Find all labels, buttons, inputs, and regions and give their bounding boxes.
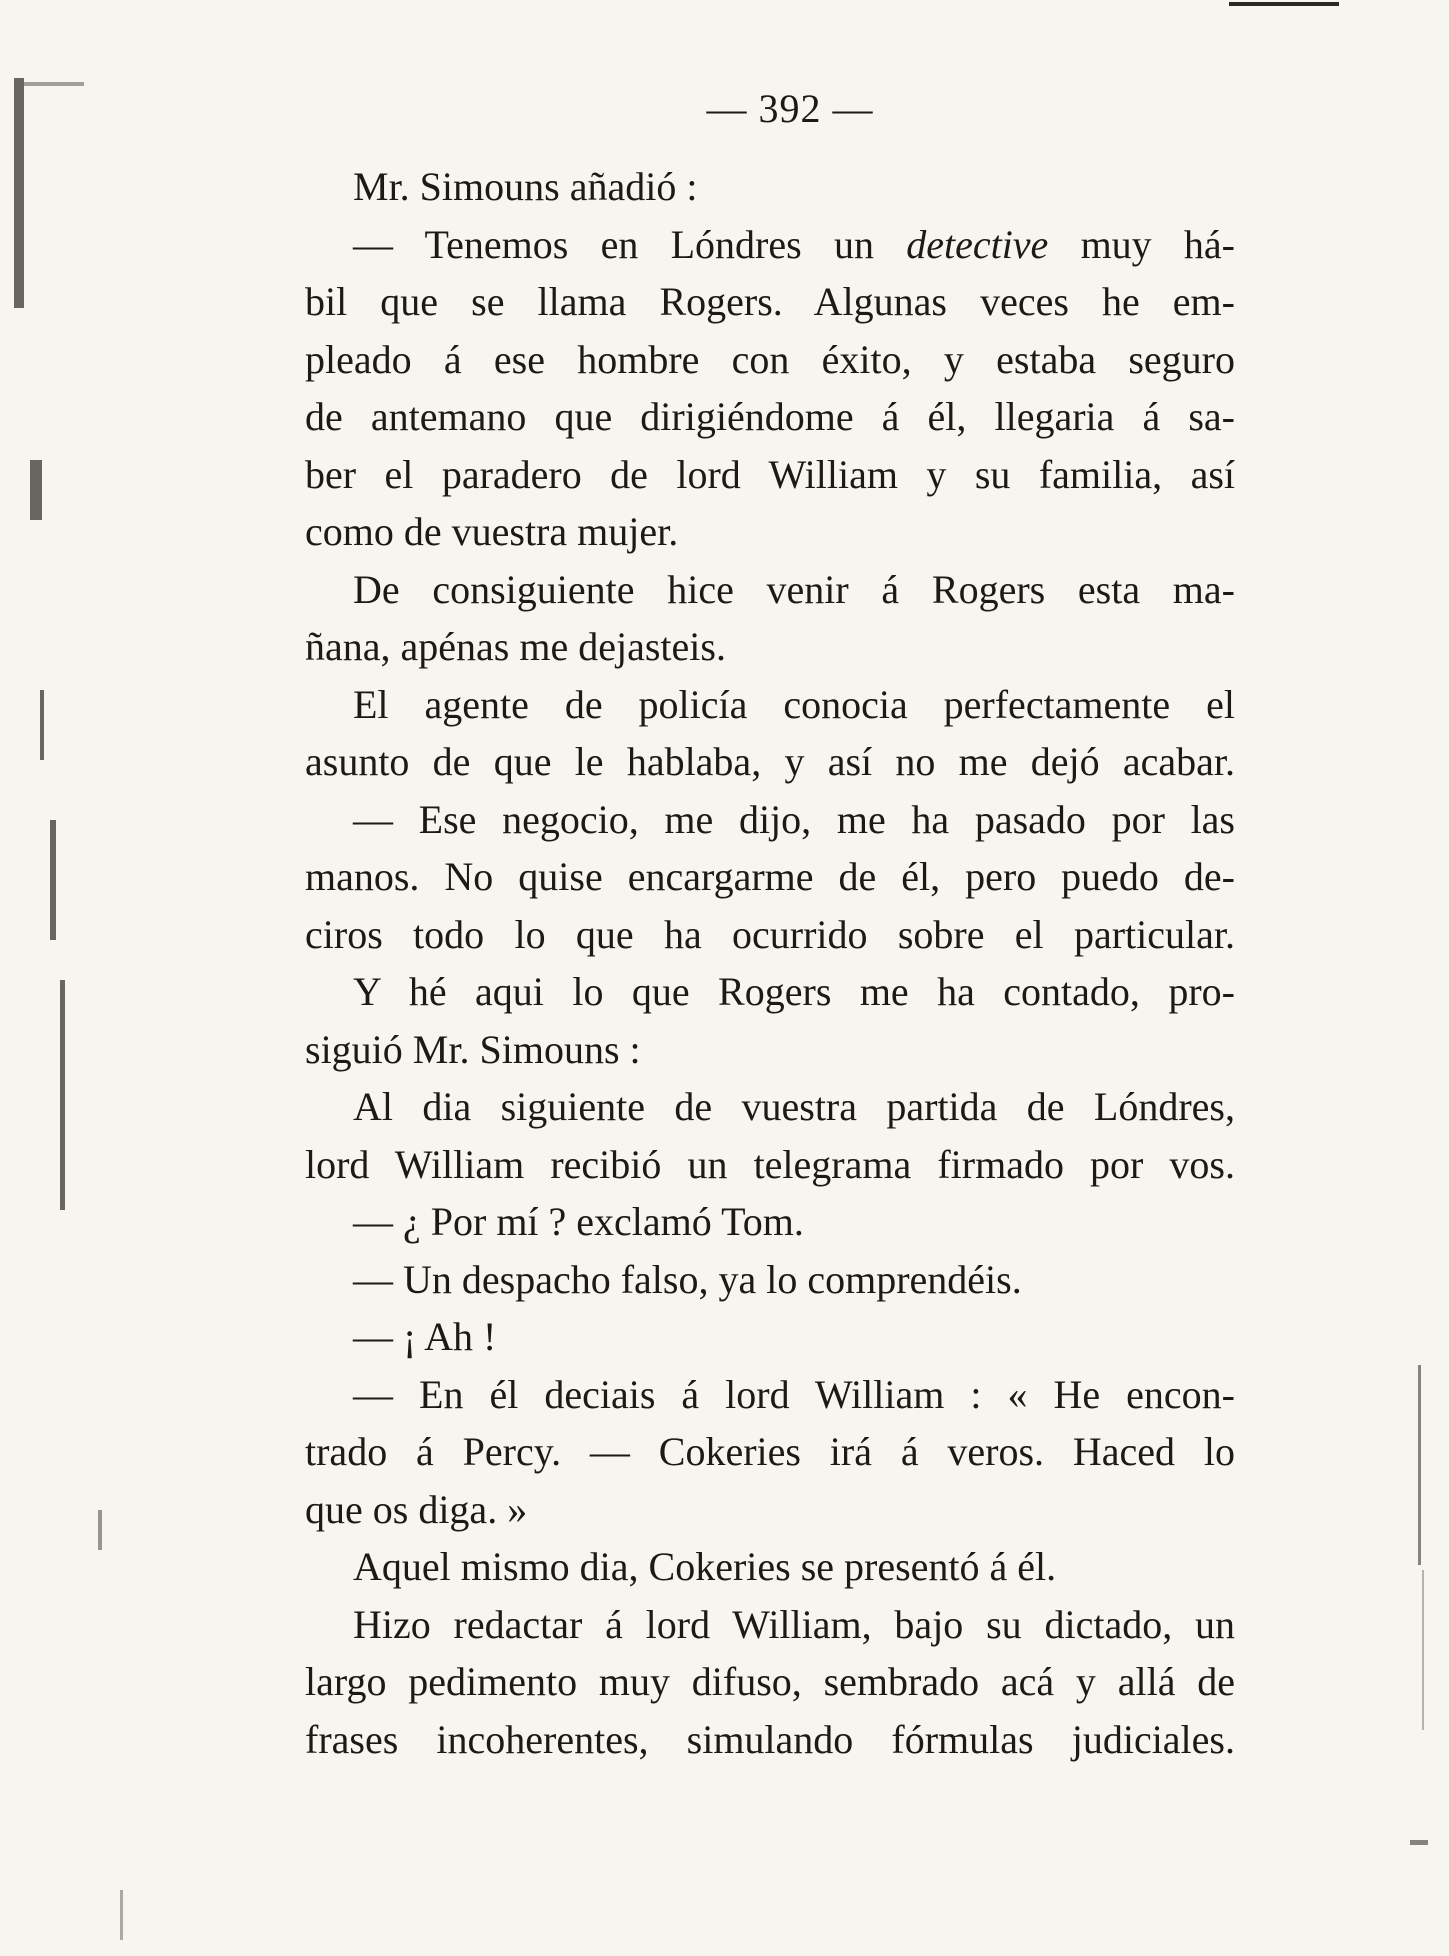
text-line: Mr. Simouns añadió : — [353, 164, 698, 209]
scan-margin-artifact — [50, 820, 56, 940]
text-line: — Ese negocio, me dijo, me ha pasado por las — [353, 796, 1235, 842]
text-line: de antemano que dirigiéndome á él, llegaria á sa- — [305, 394, 1235, 439]
scan-margin-artifact — [30, 460, 42, 520]
scan-margin-artifact — [120, 1890, 123, 1940]
text-line: asunto de que le hablaba, y así no me dejó acabar. — [305, 739, 1235, 784]
scan-margin-artifact — [14, 78, 24, 308]
text-line: El agente de policía conocia perfectamente el — [353, 681, 1235, 727]
text-line: como de vuestra mujer. — [305, 509, 679, 554]
scan-margin-artifact — [60, 980, 65, 1210]
text-line: De consiguiente hice venir á Rogers esta ma- — [353, 566, 1235, 612]
scan-margin-artifact — [1410, 1840, 1428, 1845]
scan-margin-artifact — [1418, 1365, 1421, 1565]
text-line: ciros todo lo que ha ocurrido sobre el particular. — [305, 911, 1235, 957]
page-text-block — [305, 78, 1235, 1768]
scan-margin-artifact — [98, 1510, 102, 1550]
text-line: ñana, apénas me dejasteis. — [305, 624, 726, 669]
text-line: Hizo redactar á lord William, bajo su dictado, un — [353, 1601, 1235, 1647]
text-line: Y hé aqui lo que Rogers me ha contado, pro- — [353, 969, 1235, 1014]
text-line-part: muy há- — [1048, 221, 1236, 267]
text-line: que os diga. » — [305, 1486, 528, 1532]
text-line: — ¿ Por mí ? exclamó Tom. — [353, 1199, 804, 1244]
scan-margin-artifact — [1422, 1570, 1424, 1730]
text-line: Al dia siguiente de vuestra partida de Lóndres, — [353, 1084, 1235, 1129]
text-line: Aquel mismo dia, Cokeries se presentó á él. — [353, 1544, 1057, 1589]
text-line: manos. No quise encargarme de él, pero puedo de- — [305, 854, 1235, 899]
text-line: largo pedimento muy difuso, sembrado acá y allá de — [305, 1659, 1235, 1704]
text-line-part: — Tenemos en Lóndres un — [353, 221, 907, 267]
text-line: ber el paradero de lord William y su familia, así — [305, 451, 1235, 497]
text-line: frases incoherentes, simulando fórmulas judiciales. — [305, 1716, 1235, 1762]
page-number: — 392 — — [706, 86, 874, 131]
scan-edge-artifact — [1229, 2, 1339, 6]
text-line: lord William recibió un telegrama firmado por vos. — [305, 1141, 1235, 1187]
text-line: — Un despacho falso, ya lo comprendéis. — [353, 1256, 1022, 1302]
text-line: pleado á ese hombre con éxito, y estaba seguro — [305, 336, 1235, 382]
text-line: — ¡ Ah ! — [353, 1314, 497, 1359]
text-line: trado á Percy. — Cokeries irá á veros. Haced lo — [305, 1429, 1235, 1474]
text-line: siguió Mr. Simouns : — [305, 1026, 641, 1072]
italic-word: detective — [906, 221, 1049, 267]
text-line — [305, 216, 1235, 274]
text-line: bil que se llama Rogers. Algunas veces he em- — [305, 279, 1235, 324]
scan-margin-artifact — [24, 82, 84, 86]
scan-margin-artifact — [40, 690, 44, 760]
text-line: — En él deciais á lord William : « He encon- — [353, 1371, 1235, 1417]
